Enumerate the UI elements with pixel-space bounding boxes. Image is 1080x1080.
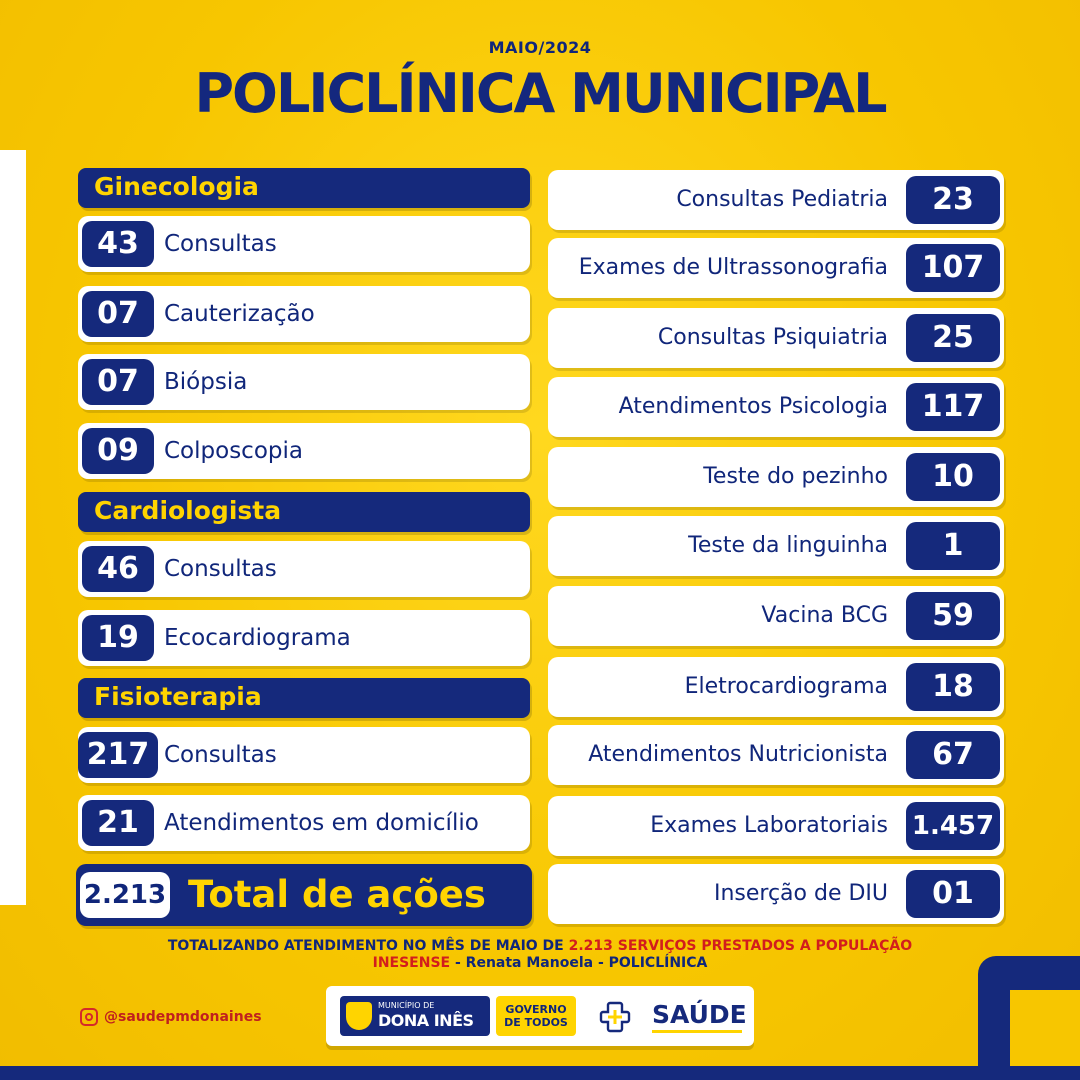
left-white-strip [0, 150, 26, 905]
item-value: 46 [82, 546, 154, 592]
crest-icon [346, 1002, 372, 1030]
summary-line-1-text: TOTALIZANDO ATENDIMENTO NO MÊS DE MAIO DE [167, 938, 569, 954]
list-item [78, 216, 530, 272]
list-item [548, 864, 1004, 924]
bottom-band [0, 1066, 1080, 1080]
item-label: Teste da linguinha [688, 533, 888, 558]
summary-line-1 [0, 938, 1080, 954]
item-value: 07 [82, 359, 154, 405]
total-label: Total de ações [188, 873, 486, 916]
item-value: 59 [906, 592, 1000, 640]
item-value: 23 [906, 176, 1000, 224]
health-logo-underline [652, 1030, 742, 1033]
government-logo-line-1: GOVERNO [505, 1003, 567, 1016]
logo-bar [326, 986, 754, 1046]
list-item [548, 170, 1004, 230]
municipality-logo [340, 996, 490, 1036]
item-value: 25 [906, 314, 1000, 362]
item-label: Consultas [164, 231, 277, 257]
summary-line-2-text: - Renata Manoela - POLICLÍNICA [450, 955, 708, 971]
list-item [548, 377, 1004, 437]
item-label: Exames Laboratoriais [650, 813, 888, 838]
section-fisioterapia-header: Fisioterapia [78, 678, 530, 718]
instagram-label: @saudepmdonaines [104, 1009, 262, 1025]
list-item [78, 354, 530, 410]
list-item [78, 610, 530, 666]
health-logo-label: SAÚDE [652, 1000, 747, 1029]
list-item [78, 541, 530, 597]
municipality-logo-name: DONA INÊS [378, 1011, 474, 1030]
item-label: Eletrocardiograma [684, 674, 888, 699]
item-value: 18 [906, 663, 1000, 711]
item-label: Cauterização [164, 301, 315, 327]
item-value: 67 [906, 731, 1000, 779]
section-cardiologista-header: Cardiologista [78, 492, 530, 532]
summary-line-2 [0, 955, 1080, 971]
item-label: Consultas Pediatria [676, 187, 888, 212]
instagram-icon [80, 1008, 98, 1026]
list-item [548, 657, 1004, 717]
health-cross-icon [598, 1000, 632, 1034]
month-label: MAIO/2024 [488, 38, 592, 57]
item-value: 1 [906, 522, 1000, 570]
list-item [78, 795, 530, 851]
instagram-handle[interactable] [80, 1006, 262, 1028]
item-value: 09 [82, 428, 154, 474]
item-label: Biópsia [164, 369, 248, 395]
list-item [78, 727, 530, 783]
item-label: Consultas [164, 556, 277, 582]
item-label: Vacina BCG [761, 603, 888, 628]
item-value: 217 [78, 732, 158, 778]
item-value: 117 [906, 383, 1000, 431]
item-value: 19 [82, 615, 154, 661]
item-value: 1.457 [906, 802, 1000, 850]
item-label: Atendimentos Nutricionista [588, 742, 888, 767]
list-item [548, 586, 1004, 646]
item-value: 43 [82, 221, 154, 267]
item-label: Atendimentos Psicologia [618, 394, 888, 419]
summary-line-2-highlight: INESENSE [372, 955, 451, 971]
item-label: Consultas [164, 742, 277, 768]
list-item [548, 725, 1004, 785]
item-label: Consultas Psiquiatria [657, 325, 888, 350]
list-item [78, 423, 530, 479]
item-label: Atendimentos em domicílio [164, 810, 479, 836]
list-item [548, 238, 1004, 298]
item-label: Ecocardiograma [164, 625, 351, 651]
item-label: Inserção de DIU [713, 881, 888, 906]
item-value: 07 [82, 291, 154, 337]
page-title: POLICLÍNICA MUNICIPAL [194, 62, 886, 125]
item-value: 01 [906, 870, 1000, 918]
government-logo [496, 996, 576, 1036]
item-label: Teste do pezinho [703, 464, 888, 489]
item-label: Colposcopia [164, 438, 303, 464]
list-item [548, 447, 1004, 507]
list-item [78, 286, 530, 342]
item-value: 107 [906, 244, 1000, 292]
item-value: 10 [906, 453, 1000, 501]
list-item [548, 796, 1004, 856]
summary-line-1-highlight: 2.213 SERVIÇOS PRESTADOS A POPULAÇÃO [568, 938, 913, 954]
item-value: 21 [82, 800, 154, 846]
government-logo-line-2: DE TODOS [504, 1016, 568, 1029]
list-item [548, 308, 1004, 368]
list-item [548, 516, 1004, 576]
total-box [76, 864, 532, 926]
municipality-logo-small: MUNICÍPIO DE [378, 1001, 435, 1010]
total-value: 2.213 [80, 872, 170, 918]
item-label: Exames de Ultrassonografia [578, 255, 888, 280]
section-ginecologia-header: Ginecologia [78, 168, 530, 208]
